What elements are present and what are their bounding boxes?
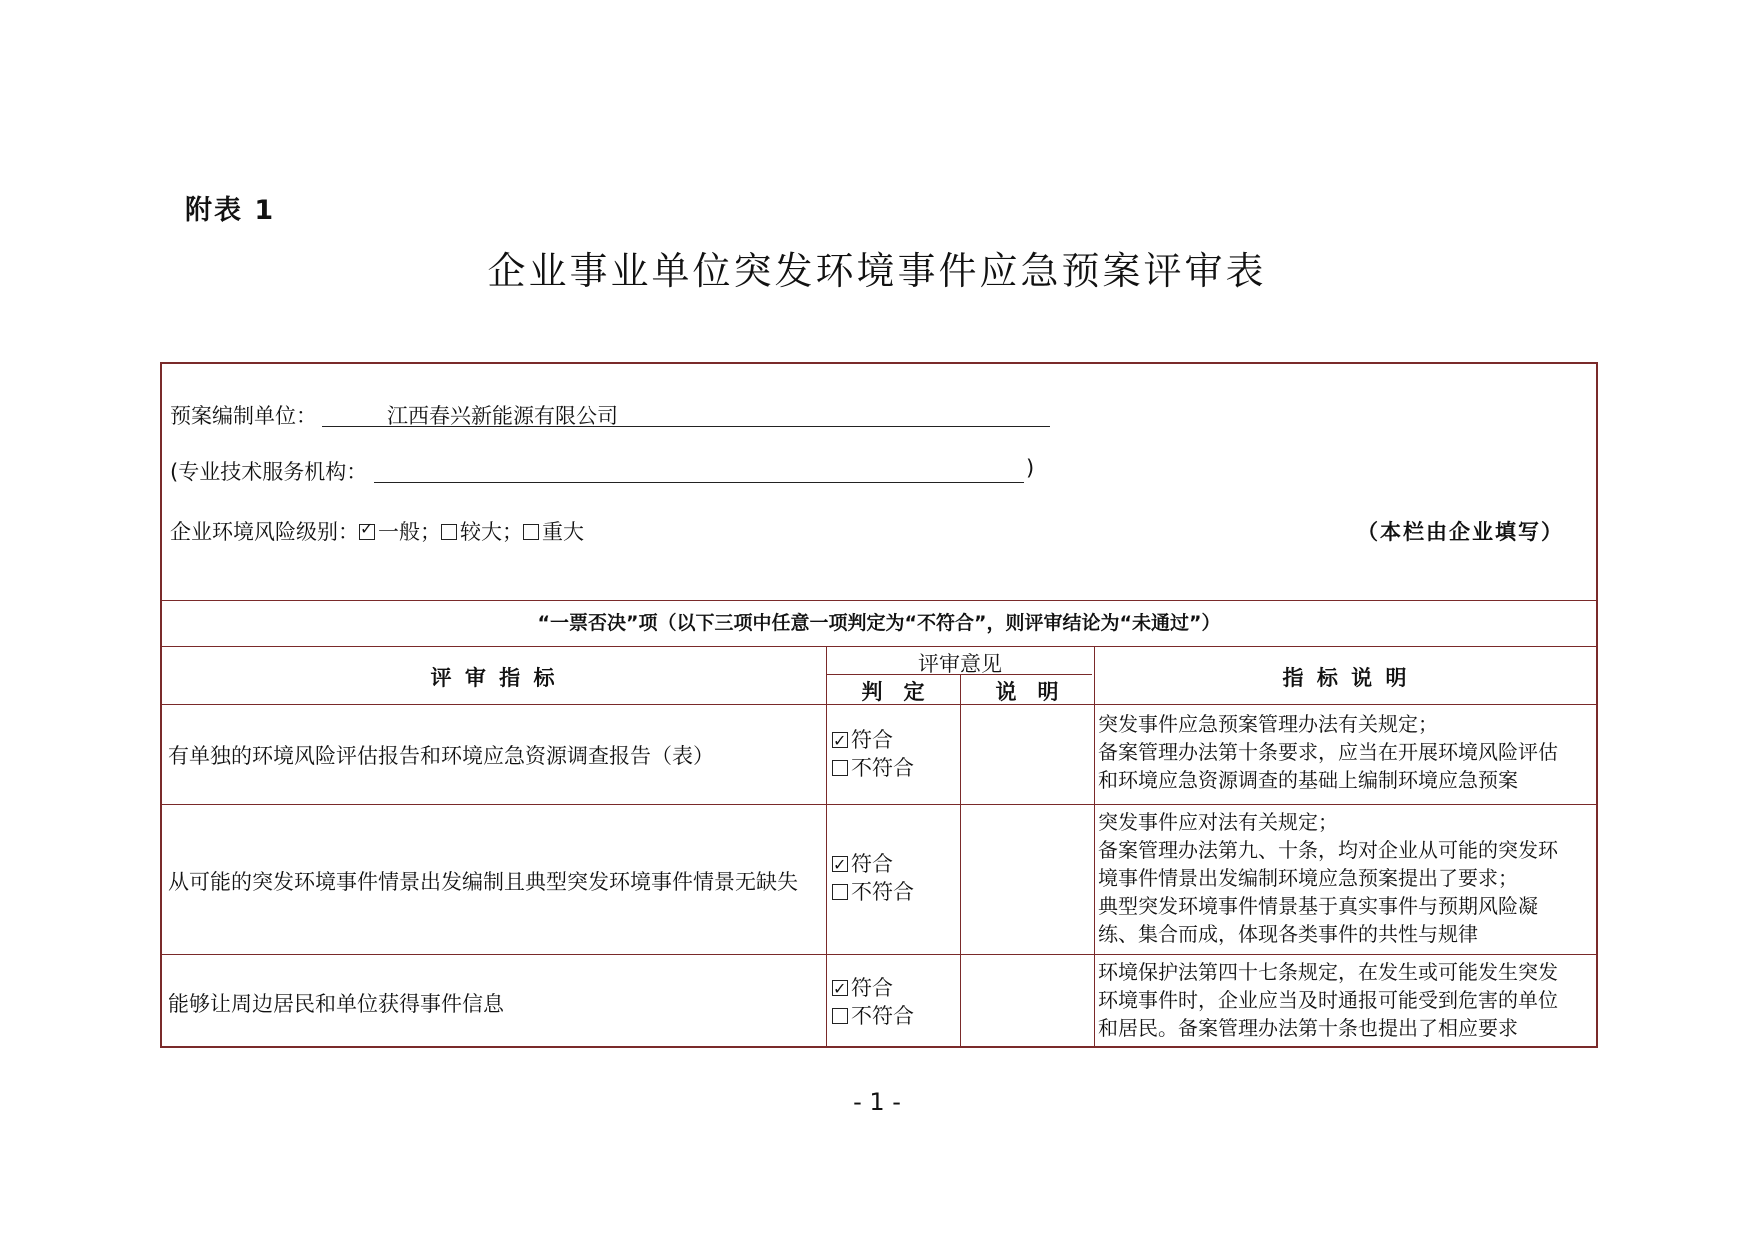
risk-option-severe[interactable]: 重大 xyxy=(523,520,584,544)
veto-heading: “一票否决”项（以下三项中任意一项判定为“不符合”，则评审结论为“未通过”） xyxy=(537,612,1221,634)
appendix-label: 附表 1 xyxy=(185,195,276,226)
checkbox-icon[interactable] xyxy=(832,760,848,776)
agency-field[interactable] xyxy=(374,458,1024,483)
checkbox-icon[interactable] xyxy=(441,524,457,540)
row-indicator: 能够让周边居民和单位获得事件信息 xyxy=(168,992,504,1016)
row-description: 突发事件应急预案管理办法有关规定； 备案管理办法第十条要求，应当在开展环境风险评估 和环境应急资源调查的基础上编制环境应急预案 xyxy=(1098,712,1558,792)
checkbox-checked-icon[interactable] xyxy=(359,524,375,540)
row-indicator: 从可能的突发环境事件情景出发编制且典型突发环境事件情景无缺失 xyxy=(168,870,798,894)
risk-option-major[interactable]: 较大； xyxy=(441,520,523,544)
col-opinion: 评审意见 xyxy=(918,652,1002,676)
row-judgement xyxy=(832,974,914,1030)
fill-note: （本栏由企业填写） xyxy=(1357,520,1564,544)
agency-close: ) xyxy=(1026,456,1035,480)
risk-option-general[interactable]: ✓ 一般； xyxy=(359,520,441,544)
option-fail[interactable]: 不符合 xyxy=(832,1002,914,1030)
checkbox-checked-icon[interactable] xyxy=(832,980,848,996)
row-judgement xyxy=(832,726,914,782)
unit-field[interactable] xyxy=(322,402,1050,427)
page-number: - 1 - xyxy=(853,1088,901,1116)
option-fail[interactable]: 不符合 xyxy=(832,878,914,906)
unit-label: 预案编制单位： xyxy=(170,404,317,428)
agency-label: (专业技术服务机构： xyxy=(170,460,368,484)
checkbox-icon[interactable] xyxy=(832,1008,848,1024)
col-judge: 判 定 xyxy=(861,680,925,704)
option-pass[interactable]: ✓符合 xyxy=(832,726,914,754)
checkbox-icon[interactable] xyxy=(523,524,539,540)
col-indicator: 评 审 指 标 xyxy=(430,666,558,690)
review-form xyxy=(160,362,1598,1048)
option-fail[interactable]: 不符合 xyxy=(832,754,914,782)
option-pass[interactable]: ✓符合 xyxy=(832,974,914,1002)
row-indicator: 有单独的环境风险评估报告和环境应急资源调查报告（表） xyxy=(168,744,714,768)
unit-value: 江西春兴新能源有限公司 xyxy=(387,404,618,428)
divider xyxy=(1094,646,1095,1048)
divider xyxy=(960,674,961,1048)
row-description: 环境保护法第四十七条规定，在发生或可能发生突发 环境事件时，企业应当及时通报可能受到危害的单位 和居民。备案管理办法第十条也提出了相应要求 xyxy=(1098,960,1558,1040)
divider xyxy=(162,646,1596,647)
divider xyxy=(162,954,1596,955)
col-explain: 说 明 xyxy=(995,680,1059,704)
row-description: 突发事件应对法有关规定； 备案管理办法第九、十条，均对企业从可能的突发环 境事件情景出发编制环境应急预案提出了要求； 典型突发环境事件情景基于真实事件与预期风险凝 练、集合而成，体现各类事件的共性与规律 xyxy=(1098,810,1558,946)
divider xyxy=(826,646,827,1048)
page-title: 企业事业单位突发环境事件应急预案评审表 xyxy=(487,249,1267,293)
risk-level-row xyxy=(170,516,584,546)
row-judgement xyxy=(832,850,914,906)
checkbox-checked-icon[interactable] xyxy=(832,856,848,872)
divider xyxy=(162,804,1596,805)
option-pass[interactable]: ✓符合 xyxy=(832,850,914,878)
col-indicator-desc: 指 标 说 明 xyxy=(1282,666,1410,690)
risk-label: 企业环境风险级别： xyxy=(170,520,359,544)
divider xyxy=(162,600,1596,601)
checkbox-checked-icon[interactable] xyxy=(832,732,848,748)
checkbox-icon[interactable] xyxy=(832,884,848,900)
